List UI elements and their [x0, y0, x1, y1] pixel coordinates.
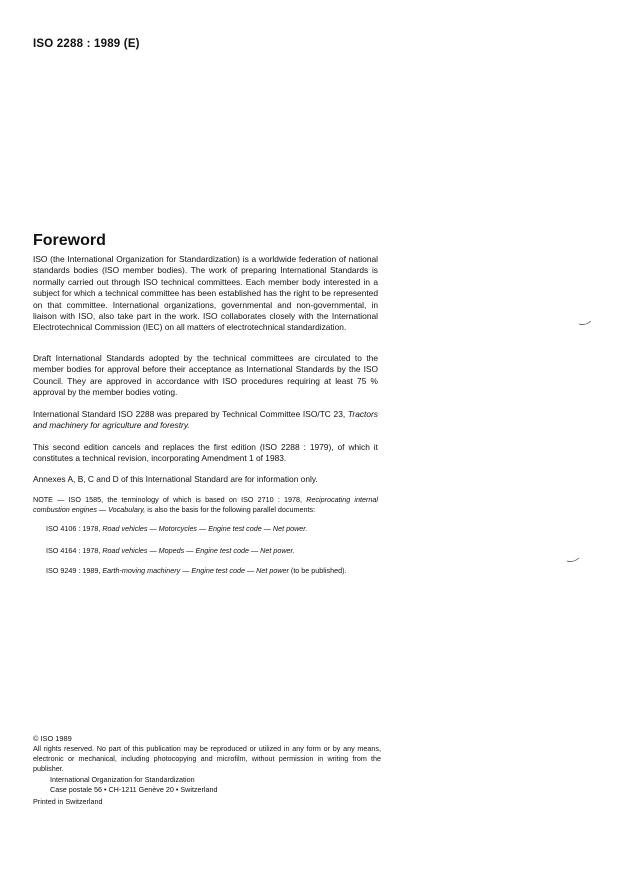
note-lead: NOTE — ISO 1585, the terminology of which is based on ISO 2710 : 1978, [33, 495, 303, 504]
preparation-text: International Standard ISO 2288 was prepared by Technical Committee ISO/TC 23, [33, 409, 346, 419]
page-title: Foreword [33, 232, 106, 249]
paragraph-iso-description: ISO (the International Organization for Standardization) is a worldwide federation of national standards bodies (ISO member bodies). The work of preparing International Standards is normally carried out through ISO technical committees. Each member body interested in a subject for which a technical committee has been established has the right to be represented on that committee. International organizations, governmental and non-governmental, in liaison with ISO, also take part in the work. ISO collaborates closely with the International Electrotechnical Commission (IEC) on all matters of electrotechnical standardization. [33, 254, 378, 333]
margin-mark [566, 557, 580, 563]
reference-title: Earth-moving machinery — Engine test code — Net power [102, 566, 289, 575]
rights-statement: All rights reserved. No part of this publication may be reproduced or utilized in any form or by any means, electronic or mechanical, including photocopying and microfilm, without permission in writing from the publisher. [33, 744, 381, 773]
reference-item [46, 524, 378, 534]
reference-number: ISO 4106 : 1978, [46, 524, 101, 533]
standard-number: ISO 2288 : 1989 (E) [33, 38, 140, 50]
copyright-line: © ISO 1989 [33, 734, 72, 743]
paragraph-preparation [33, 409, 378, 432]
reference-title: Road vehicles — Motorcycles — Engine test code — Net power. [102, 524, 308, 533]
reference-number: ISO 4164 : 1978, [46, 546, 101, 555]
publisher-name: International Organization for Standardization [50, 775, 195, 784]
publisher-postal-address: Case postale 56 • CH-1211 Genève 20 • Switzerland [50, 785, 218, 794]
publisher-address [50, 775, 218, 795]
note-tail: is also the basis for the following parallel documents: [147, 505, 316, 515]
paragraph-annexes: Annexes A, B, C and D of this International Standard are for information only. [33, 474, 318, 484]
margin-mark [578, 320, 592, 326]
printed-location: Printed in Switzerland [33, 797, 103, 806]
reference-item [46, 546, 378, 556]
reference-suffix: (to be published). [290, 566, 347, 575]
note-reference-title: Reciprocating internal combustion engines — Vocabulary, [33, 495, 378, 515]
paragraph-edition: This second edition cancels and replaces the first edition (ISO 2288 : 1979), of which it constitutes a technical revision, incorporating Amendment 1 of 1983. [33, 442, 378, 464]
reference-title: Road vehicles — Mopeds — Engine test code — Net power. [102, 546, 295, 555]
reference-item [46, 566, 378, 576]
reference-number: ISO 9249 : 1989, [46, 566, 101, 575]
paragraph-approval: Draft International Standards adopted by the technical committees are circulated to the member bodies for approval before their acceptance as International Standards by the ISO Council. They are approved in accordance with ISO procedures requiring at least 75 % approval by the member bodies voting. [33, 353, 378, 398]
note [33, 495, 378, 515]
committee-title: Tractors and machinery for agriculture and forestry. [33, 409, 378, 431]
